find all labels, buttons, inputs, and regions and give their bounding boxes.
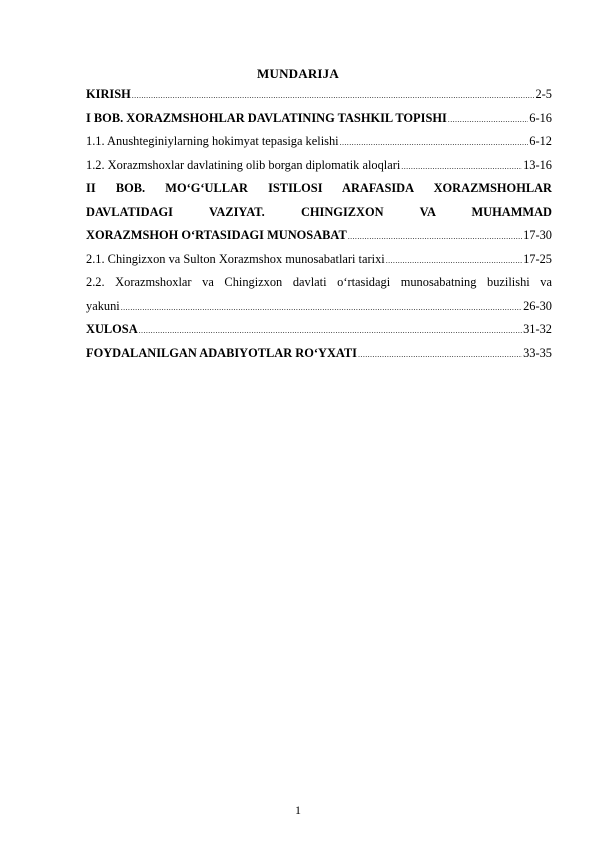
dot-leader	[348, 225, 522, 249]
toc-entry-kirish[interactable]	[86, 83, 552, 107]
dot-leader	[121, 296, 522, 320]
toc-entry-pages: 26-30	[523, 298, 552, 313]
toc-entry-chapter-2[interactable]	[86, 177, 552, 248]
dot-leader	[401, 155, 522, 179]
dot-leader	[340, 131, 529, 155]
toc-entry-title: XULOSA	[86, 322, 138, 336]
toc-entry-bibliography[interactable]	[86, 342, 552, 366]
toc-entry-title-line: 2.2. Xorazmshoxlar va Chingizxon davlati o‘rtasidagi munosabatning buzilishi va	[86, 275, 552, 289]
toc-entry-pages: 17-25	[523, 251, 552, 266]
toc-entry-title: 1.1. Anushteginiylarning hokimyat tepasiga kelishi	[86, 134, 339, 148]
toc-entry-pages: 31-32	[523, 322, 552, 336]
toc-entry-title-line: DAVLATIDAGI VAZIYAT. CHINGIZXON VA MUHAMMAD	[86, 204, 552, 219]
toc-entry-pages: 33-35	[523, 345, 552, 360]
toc-entry-title: KIRISH	[86, 87, 131, 101]
dot-leader	[132, 84, 535, 108]
toc-entry-pages: 6-16	[529, 110, 552, 125]
toc-entry-pages: 2-5	[535, 87, 552, 101]
table-of-contents	[86, 83, 552, 365]
toc-entry-title: 2.1. Chingizxon va Sulton Xorazmshox munosabatlari tarixi	[86, 251, 385, 266]
toc-entry-title-line: XORAZMSHOH O‘RTASIDAGI MUNOSABAT	[86, 228, 347, 242]
toc-entry-title-line: yakuni	[86, 298, 120, 313]
dot-leader	[139, 319, 522, 343]
dot-leader	[448, 108, 528, 132]
toc-entry-section-1-1[interactable]	[86, 130, 552, 154]
toc-entry-title: FOYDALANILGAN ADABIYOTLAR RO‘YXATI	[86, 345, 358, 360]
toc-entry-pages: 17-30	[523, 228, 552, 242]
toc-entry-pages: 13-16	[523, 157, 552, 172]
toc-entry-section-2-1[interactable]	[86, 248, 552, 272]
toc-entry-section-2-2[interactable]	[86, 271, 552, 318]
toc-entry-section-1-2[interactable]	[86, 154, 552, 178]
page-title: MUNDARIJA	[257, 66, 339, 81]
dot-leader	[358, 343, 522, 367]
toc-entry-chapter-1[interactable]	[86, 107, 552, 131]
page-number: 1	[295, 803, 301, 817]
toc-entry-title: I BOB. XORAZMSHOHLAR DAVLATINING TASHKIL TOPISHI	[86, 110, 447, 125]
toc-entry-pages: 6-12	[529, 134, 552, 148]
dot-leader	[386, 249, 522, 273]
toc-entry-xulosa[interactable]	[86, 318, 552, 342]
toc-entry-title: 1.2. Xorazmshoxlar davlatining olib borgan diplomatik aloqlari	[86, 157, 401, 172]
toc-entry-title-line: II BOB. MO‘G‘ULLAR ISTILOSI ARAFASIDA XORAZMSHOHLAR	[86, 181, 552, 195]
